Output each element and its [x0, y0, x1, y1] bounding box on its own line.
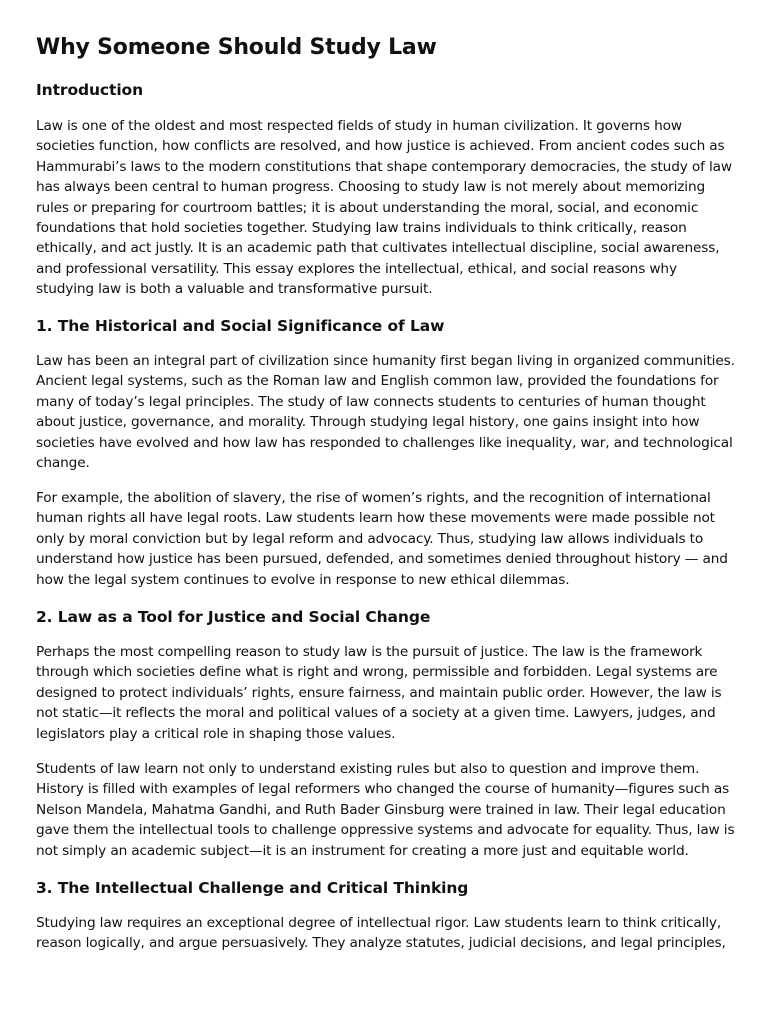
paragraph-historical-2: For example, the abolition of slavery, the rise of women’s rights, and the recognition of international human rights all have legal roots. Law students learn how these movements were made possible not only by moral conviction but by legal reform and advocacy. Thus, studying law allows individuals to understand how justice has been pursued, defended, and sometimes denied throughout history — and how the legal system continues to evolve in response to new ethical dilemmas. — [36, 490, 728, 588]
page-title: Why Someone Should Study Law — [36, 35, 437, 60]
section-heading-justice-social-change: 2. Law as a Tool for Justice and Social Change — [36, 608, 431, 626]
paragraph-justice-2: Students of law learn not only to understand existing rules but also to question and improve them. History is filled with examples of legal reformers who changed the course of humanity—figures such as Nelson Mandela, Mahatma Gandhi, and Ruth Bader Ginsburg were trained in law. Their legal education gave them the intellectual tools to challenge oppressive systems and advocate for equality. Thus, law is not simply an academic subject—it is an instrument for creating a more just and equitable world. — [36, 761, 735, 859]
section-heading-introduction: Introduction — [36, 81, 144, 99]
paragraph-introduction: Law is one of the oldest and most respected fields of study in human civilization. It governs how societies function, how conflicts are resolved, and how justice is achieved. From ancient codes such as Hammurabi’s laws to the modern constitutions that shape contemporary democracies, the study of law has always been central to human progress. Choosing to study law is not merely about memorizing rules or preparing for courtroom battles; it is about understanding the moral, social, and economic foundations that hold societies together. Studying law trains individuals to think critically, reason ethically, and act justly. It is an academic path that cultivates intellectual discipline, social awareness, and professional versatility. This essay explores the intellectual, ethical, and social reasons why studying law is both a valuable and transformative pursuit. — [36, 118, 732, 298]
paragraph-justice-1: Perhaps the most compelling reason to study law is the pursuit of justice. The law is the framework through which societies define what is right and wrong, permissible and forbidden. Legal systems are designed to protect individuals’ rights, ensure fairness, and maintain public order. However, the law is not static—it reflects the moral and political values of a society at a given time. Lawyers, judges, and legislators play a critical role in shaping those values. — [36, 644, 722, 742]
section-heading-historical-significance: 1. The Historical and Social Significance of Law — [36, 317, 445, 335]
paragraph-intellectual-1: Studying law requires an exceptional degree of intellectual rigor. Law students learn to think critically, reason logically, and argue persuasively. They analyze statutes, judicial decisions, and legal principles, — [36, 915, 726, 952]
section-heading-intellectual-challenge: 3. The Intellectual Challenge and Critical Thinking — [36, 879, 469, 897]
paragraph-historical-1: Law has been an integral part of civilization since humanity first began living in organized communities. Ancient legal systems, such as the Roman law and English common law, provided the foundations for many of today’s legal principles. The study of law connects students to centuries of human thought about justice, governance, and morality. Through studying legal history, one gains insight into how societies have evolved and how law has responded to challenges like inequality, war, and technological change. — [36, 353, 735, 472]
